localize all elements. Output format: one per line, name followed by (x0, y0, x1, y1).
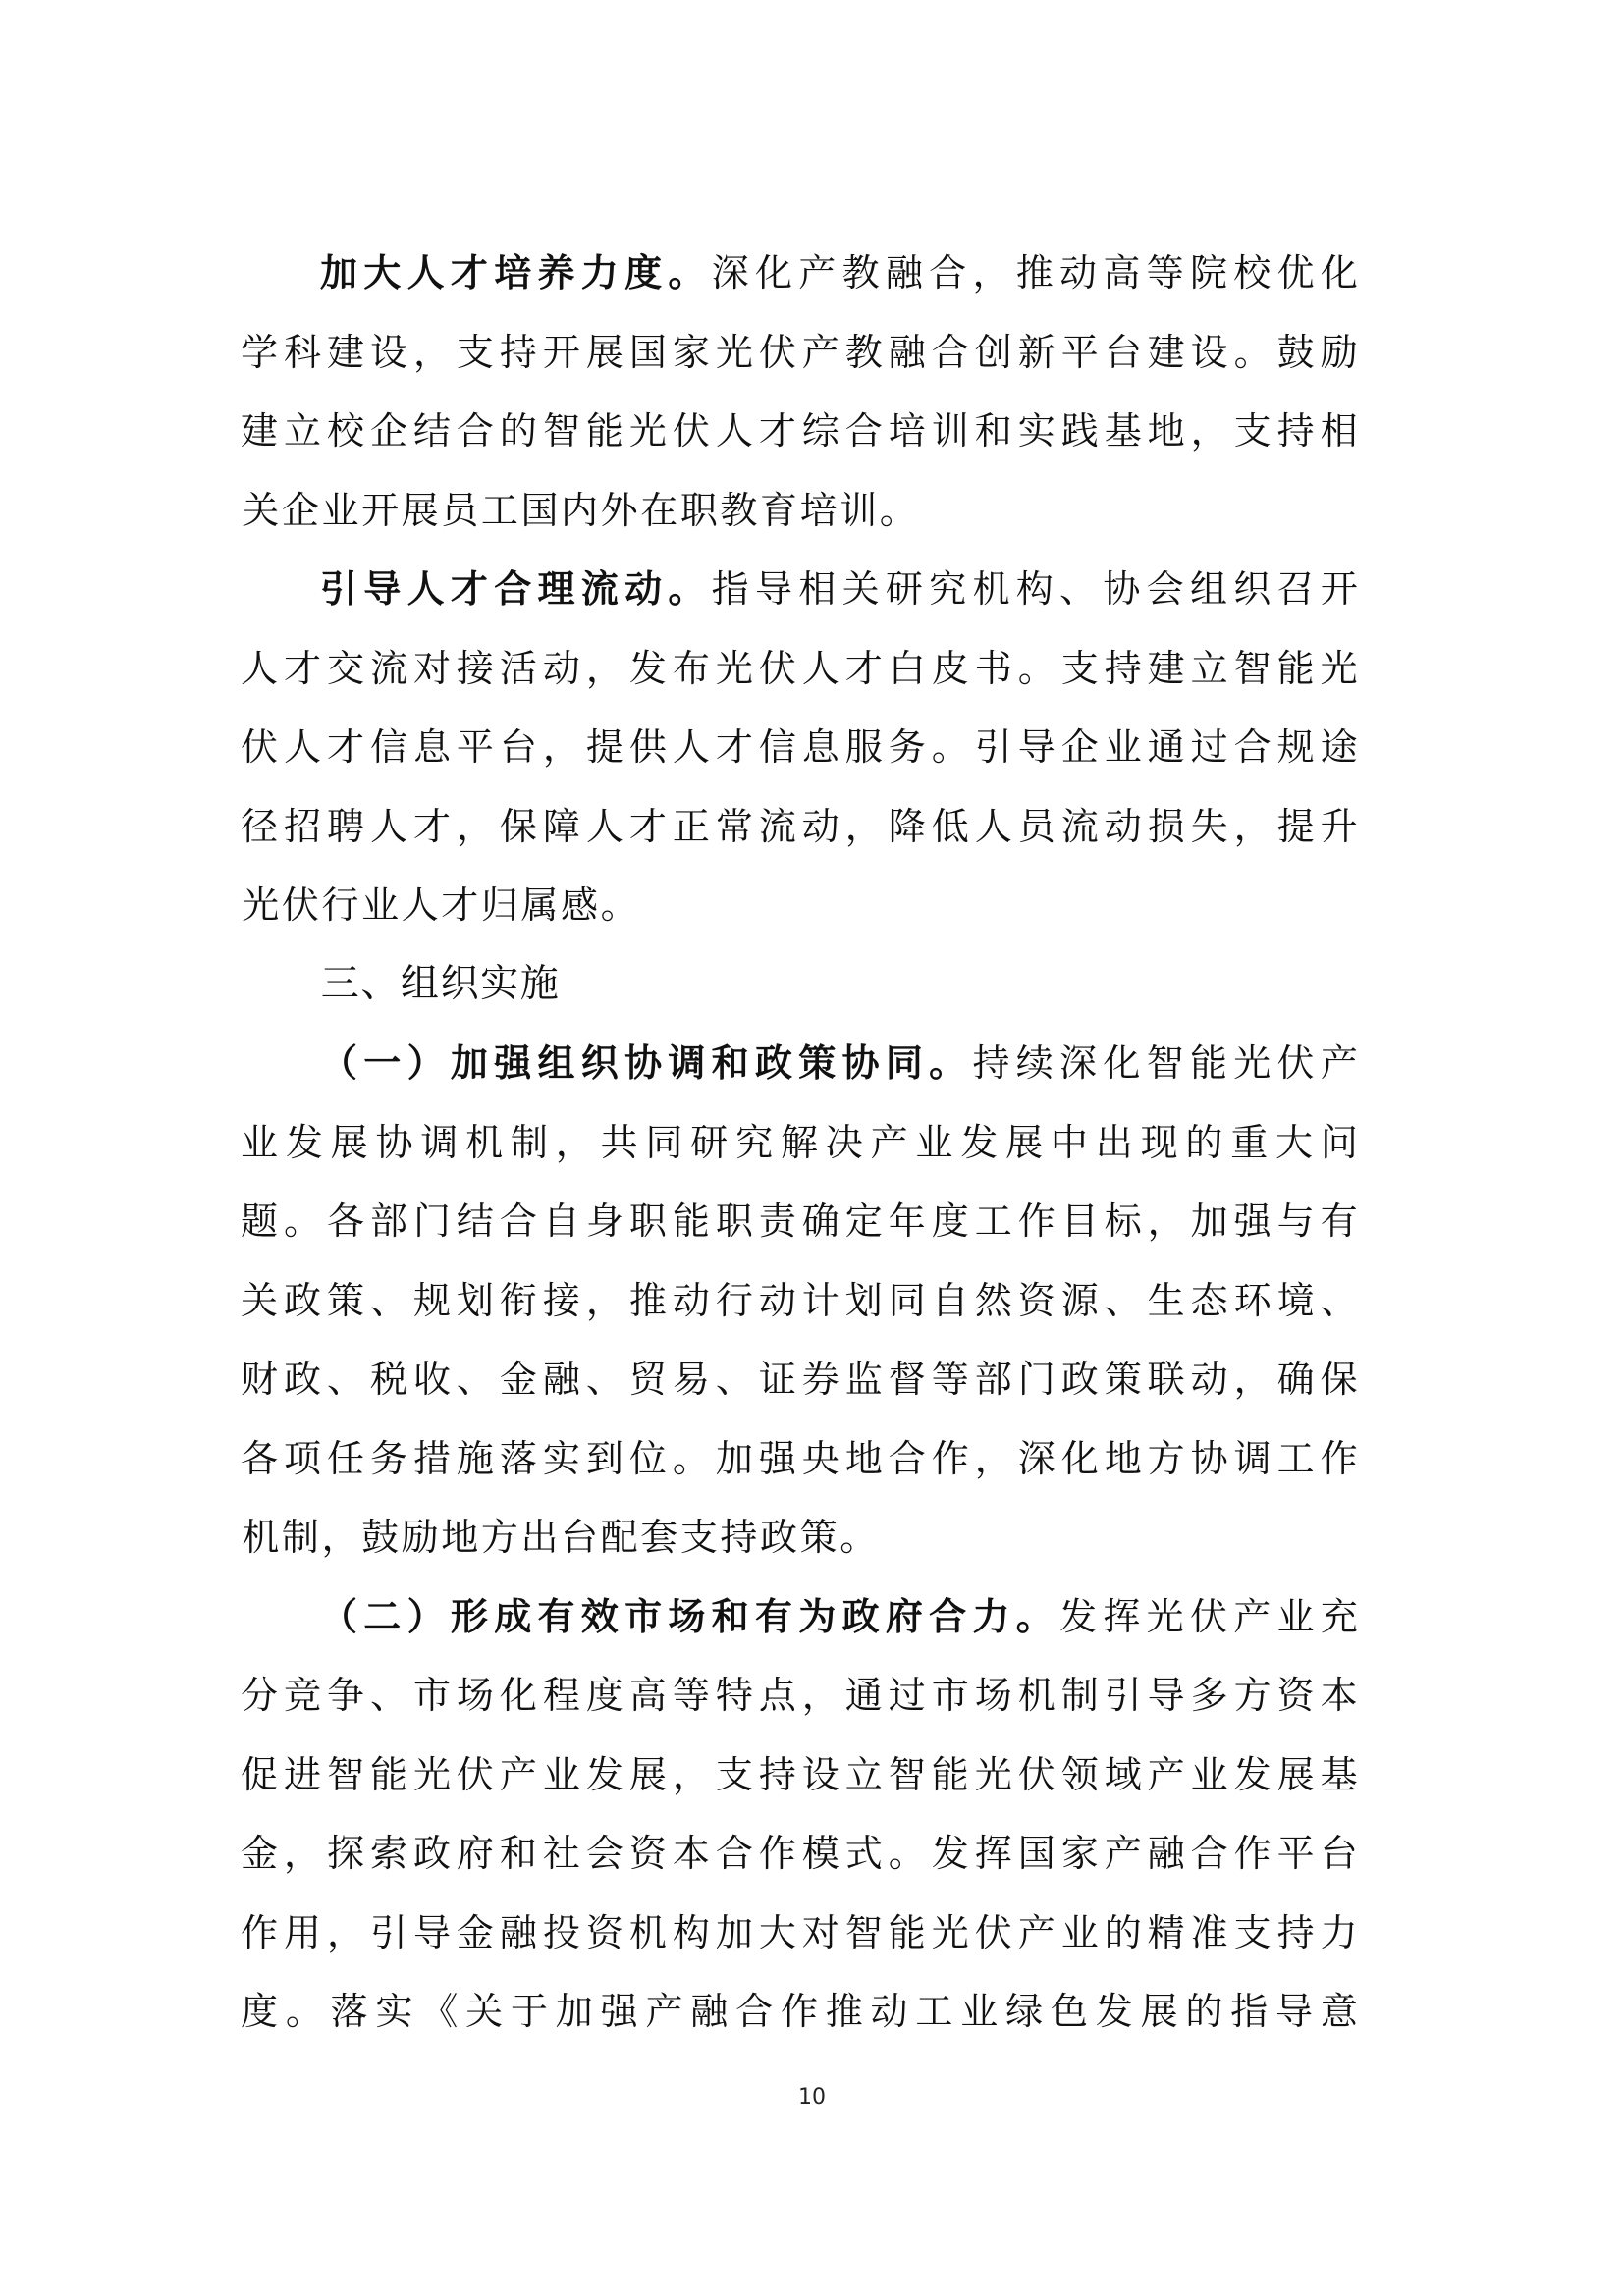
text-line: 人 才 交 流 对 接 活 动 ， 发 布 光 伏 人 才 白 皮 书 。 支 持 建 立 智 能 光 (241, 646, 1358, 690)
text-line: 分 竞 争 、 市 场 化 程 度 高 等 特 点 ， 通 过 市 场 机 制 引 导 多 方 资 本 (241, 1674, 1358, 1717)
text-line: 学 科 建 设 ， 支 持 开 展 国 家 光 伏 产 教 融 合 创 新 平 台 建 设 。 鼓 励 (241, 330, 1358, 374)
text-line: 伏 人 才 信 息 平 台 ， 提 供 人 才 信 息 服 务 。 引 导 企 业 通 过 合 规 途 (241, 725, 1358, 769)
text-line: 金 ， 探 索 政 府 和 社 会 资 本 合 作 模 式 。 发 挥 国 家 产 融 合 作 平 台 (241, 1832, 1358, 1875)
text-line: （ 一 ） 加 强 组 织 协 调 和 政 策 协 同 。 持 续 深 化 智 能 光 伏 产 (320, 1041, 1358, 1085)
text-line: 径 招 聘 人 才 ， 保 障 人 才 正 常 流 动 ， 降 低 人 员 流 动 损 失 ， 提 升 (241, 804, 1358, 848)
text-line: 引 导 人 才 合 理 流 动 。 指 导 相 关 研 究 机 构 、 协 会 组 织 召 开 (320, 566, 1358, 611)
text-line: 光 伏 行 业 人 才 归 属 感 。 (242, 883, 638, 927)
text-line: 关 政 策 、 规 划 衔 接 ， 推 动 行 动 计 划 同 自 然 资 源 、 生 态 环 境 、 (241, 1278, 1358, 1322)
page-number: 10 (798, 2085, 826, 2109)
text-line: 加 大 人 才 培 养 力 度 。 深 化 产 教 融 合 ， 推 动 高 等 院 校 优 化 (320, 250, 1358, 294)
text-line: 机 制 ， 鼓 励 地 方 出 台 配 套 支 持 政 策 。 (242, 1516, 878, 1559)
text-line: 关 企 业 开 展 员 工 国 内 外 在 职 教 育 培 训 。 (242, 488, 917, 532)
text-line: 促 进 智 能 光 伏 产 业 发 展 ， 支 持 设 立 智 能 光 伏 领 域 产 业 发 展 基 (241, 1752, 1358, 1796)
text-line: 建 立 校 企 结 合 的 智 能 光 伏 人 才 综 合 培 训 和 实 践 基 地 ， 支 持 相 (241, 409, 1358, 453)
text-line: 作 用 ， 引 导 金 融 投 资 机 构 加 大 对 智 能 光 伏 产 业 的 精 准 支 持 力 (241, 1910, 1358, 1954)
text-line: 业 发 展 协 调 机 制 ， 共 同 研 究 解 决 产 业 发 展 中 出 现 的 重 大 问 (241, 1120, 1358, 1164)
text-line: 度 。 落 实 《 关 于 加 强 产 融 合 作 推 动 工 业 绿 色 发 展 的 指 导 意 (241, 1990, 1358, 2033)
text-line: 题 。 各 部 门 结 合 自 身 职 能 职 责 确 定 年 度 工 作 目 标 ， 加 强 与 有 (241, 1200, 1358, 1243)
text-line: （ 二 ） 形 成 有 效 市 场 和 有 为 政 府 合 力 。 发 挥 光 伏 产 业 充 (320, 1593, 1358, 1638)
text-line: 各 项 任 务 措 施 落 实 到 位 。 加 强 央 地 合 作 ， 深 化 地 方 协 调 工 作 (241, 1436, 1358, 1480)
section-heading: 三 、 组 织 实 施 (320, 961, 559, 1006)
text-line: 财 政 、 税 收 、 金 融 、 贸 易 、 证 券 监 督 等 部 门 政 策 联 动 ， 确 保 (241, 1358, 1358, 1401)
